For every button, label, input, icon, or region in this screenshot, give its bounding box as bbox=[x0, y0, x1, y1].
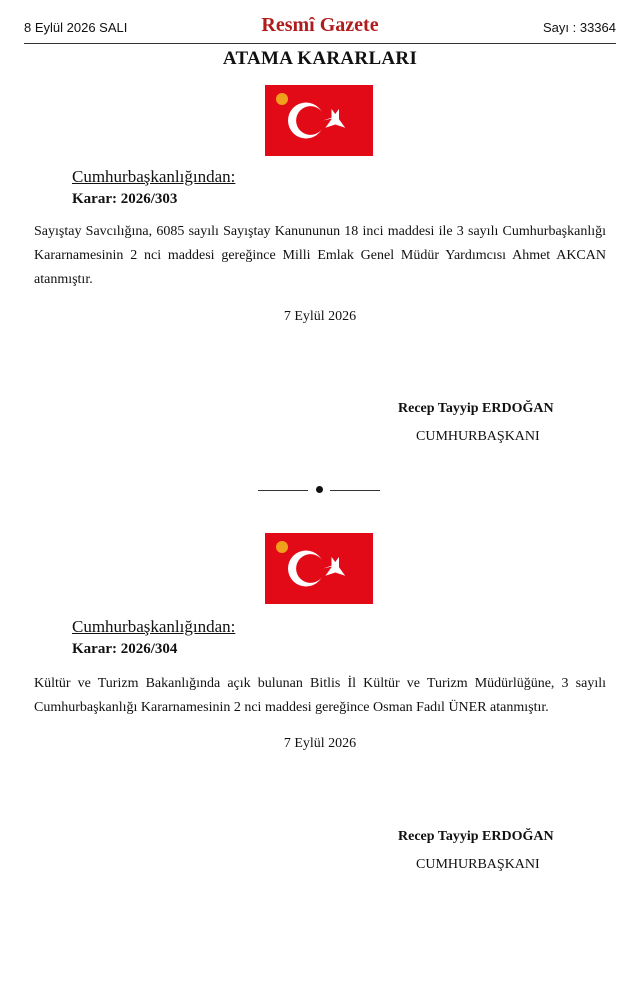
section-separator bbox=[258, 483, 382, 497]
decision-text: Kültür ve Turizm Bakanlığında açık bulunan Bitlis İl Kültür ve Turizm Müdürlüğüne, 3 sayılı Cumhurbaşkanlığı Kararnamesinin 2 nci maddesi gereğince Osman Fadıl ÜNER atanmıştır. bbox=[34, 676, 606, 715]
separator-dot bbox=[316, 486, 323, 493]
decision-number: Karar: 2026/303 bbox=[72, 191, 178, 207]
issue-date: 8 Eylül 2026 SALI bbox=[24, 20, 128, 35]
signer-title: CUMHURBAŞKANI bbox=[416, 857, 540, 872]
header-divider bbox=[24, 43, 616, 44]
issuer-heading: Cumhurbaşkanlığından: bbox=[72, 617, 236, 636]
decision-date: 7 Eylül 2026 bbox=[283, 309, 357, 324]
decision-number: Karar: 2026/304 bbox=[72, 641, 178, 657]
signer-name: Recep Tayyip ERDOĞAN bbox=[398, 401, 554, 416]
section-title: ATAMA KARARLARI bbox=[222, 48, 418, 69]
issue-number: Sayı : 33364 bbox=[543, 20, 616, 35]
turkish-flag-icon bbox=[265, 85, 373, 156]
turkish-flag-icon bbox=[265, 533, 373, 604]
issuer-heading: Cumhurbaşkanlığından: bbox=[72, 167, 236, 186]
separator-line-left bbox=[258, 490, 308, 491]
decision-date: 7 Eylül 2026 bbox=[283, 736, 357, 751]
signer-name: Recep Tayyip ERDOĞAN bbox=[398, 829, 554, 844]
decision-text: Sayıştay Savcılığına, 6085 sayılı Sayıştay Kanununun 18 inci maddesi ile 3 sayılı Cumhurbaşkanlığı Kararnamesinin 2 nci maddesi gereğince Milli Emlak Genel Müdür Yardımcısı Ahmet AKCAN atanmıştır. bbox=[34, 224, 606, 287]
gazette-header bbox=[24, 12, 616, 44]
gazette-masthead: Resmî Gazete bbox=[261, 14, 379, 36]
separator-line-right bbox=[330, 490, 380, 491]
signer-title: CUMHURBAŞKANI bbox=[416, 429, 540, 444]
